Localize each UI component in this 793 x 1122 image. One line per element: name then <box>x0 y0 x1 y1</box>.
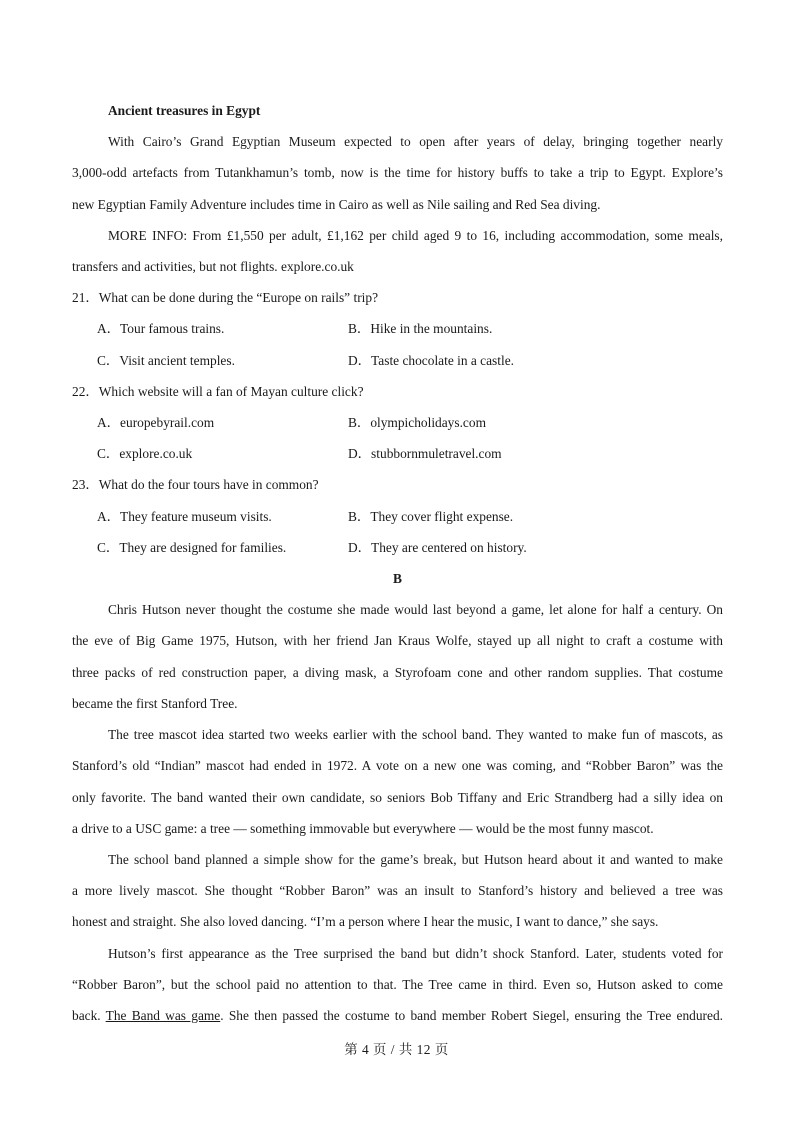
section-title: Ancient treasures in Egypt <box>108 103 261 118</box>
paragraph-line: the eve of Big Game 1975, Hutson, with her friend Jan Kraus Wolfe, stayed up all night to craft a costume with <box>72 633 723 648</box>
option-d: D．Taste chocolate in a castle. <box>348 353 515 368</box>
paragraph-line: With Cairo’s Grand Egyptian Museum expected to open after years of delay, bringing together nearly <box>108 134 723 149</box>
text-fragment: . She then passed the costume to band member Robert Siegel, ensuring the Tree endured. <box>220 1008 724 1023</box>
question-stem: 22．Which website will a fan of Mayan culture click? <box>72 384 364 399</box>
paragraph-line: new Egyptian Family Adventure includes time in Cairo as well as Nile sailing and Red Sea diving. <box>72 197 601 212</box>
option-c: C．Visit ancient temples. <box>97 353 235 368</box>
paragraph-line: Hutson’s first appearance as the Tree surprised the band but didn’t shock Stanford. Later, students voted for <box>108 946 723 961</box>
paragraph-line: a drive to a USC game: a tree — something immovable but everywhere — would be the most funny mascot. <box>72 821 654 836</box>
paragraph-line-last <box>72 1007 723 1025</box>
option-c: C．They are designed for families. <box>97 540 287 555</box>
underlined-phrase: The Band was game <box>105 1008 221 1023</box>
text-fragment: back. <box>72 1008 101 1023</box>
option-b: B．They cover flight expense. <box>348 509 514 524</box>
question-stem: 21．What can be done during the “Europe on rails” trip? <box>72 290 379 305</box>
paragraph-line: “Robber Baron”, but the school paid no attention to that. The Tree came in third. Even so, Hutson asked to come <box>72 977 723 992</box>
paragraph-line: 3,000-odd artefacts from Tutankhamun’s tomb, now is the time for history buffs to take a trip to Egypt. Explore’s <box>72 165 723 180</box>
paragraph-line: three packs of red construction paper, a diving mask, a Styrofoam cone and other random supplies. That costume <box>72 665 723 680</box>
paragraph-line: became the first Stanford Tree. <box>72 696 238 711</box>
option-d: D．stubbornmuletravel.com <box>348 446 502 461</box>
paragraph-line: Stanford’s old “Indian” mascot had ended in 1972. A vote on a new one was coming, and “Robber Baron” was the <box>72 758 723 773</box>
paragraph-line: MORE INFO: From £1,550 per adult, £1,162 per child aged 9 to 16, including accommodation, some meals, <box>108 228 723 243</box>
paragraph-line: The tree mascot idea started two weeks earlier with the school band. They wanted to make fun of mascots, as <box>108 727 723 742</box>
page-footer: 第 4 页 / 共 12 页 <box>344 1042 449 1057</box>
paragraph-line: only favorite. The band wanted their own candidate, so seniors Bob Tiffany and Eric Strandberg had a silly idea on <box>72 790 723 805</box>
paragraph-line: The school band planned a simple show for the game’s break, but Hutson heard about it and wanted to make <box>108 852 723 867</box>
section-heading: B <box>393 571 402 586</box>
option-a: A．europebyrail.com <box>97 415 215 430</box>
paragraph-line: a more lively mascot. She thought “Robber Baron” was an insult to Stanford’s history and believed a tree was <box>72 883 723 898</box>
paragraph-line: transfers and activities, but not flights. explore.co.uk <box>72 259 354 274</box>
option-b: B．Hike in the mountains. <box>348 321 493 336</box>
paragraph-line: honest and straight. She also loved dancing. “I’m a person where I hear the music, I want to dance,” she says. <box>72 914 659 929</box>
question-stem: 23．What do the four tours have in common? <box>72 477 319 492</box>
option-a: A．They feature museum visits. <box>97 509 272 524</box>
option-c: C．explore.co.uk <box>97 446 193 461</box>
option-a: A．Tour famous trains. <box>97 321 225 336</box>
paragraph-line: Chris Hutson never thought the costume she made would last beyond a game, let alone for half a century. On <box>108 602 723 617</box>
option-b: B．olympicholidays.com <box>348 415 486 430</box>
option-d: D．They are centered on history. <box>348 540 527 555</box>
